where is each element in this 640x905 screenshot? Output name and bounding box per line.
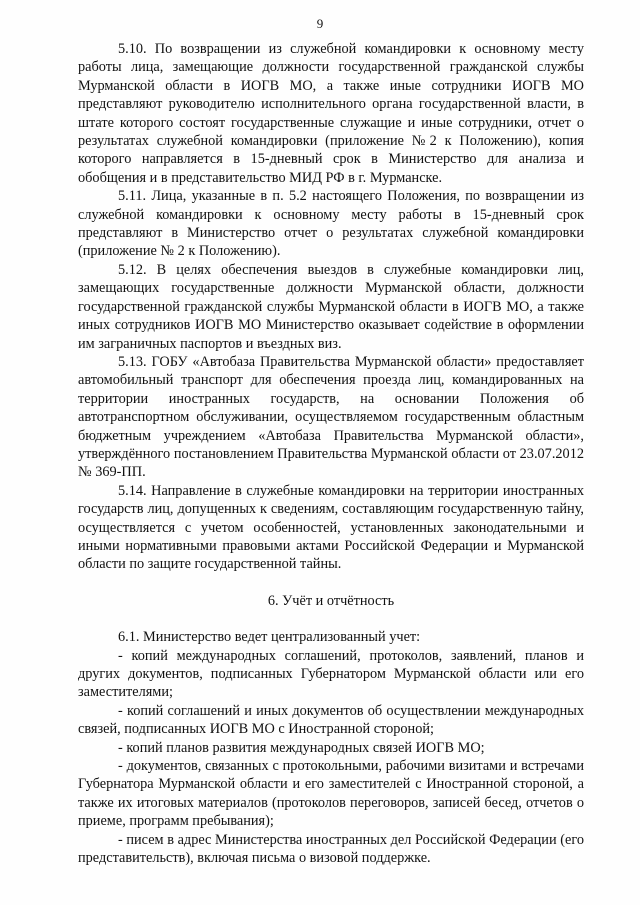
list-item-letters: - писем в адрес Министерства иностранных дел Российской Федерации (его представительств), включая письма о визовой поддержке. xyxy=(78,831,584,867)
paragraph-5-14: 5.14. Направление в служебные командировки на территории иностранных государств лиц, допущенных к сведениям, составляющим государственную тайну, осуществляется с учетом особенностей, установленных законодательными и иными нормативными правовыми актами Российской Федерации и Мурманской области по защите государственной тайны. xyxy=(78,482,584,573)
paragraph-5-13: 5.13. ГОБУ «Автобаза Правительства Мурманской области» предоставляет автомобильный транспорт для обеспечения проезда лиц, командированных на территории иностранных государств, на основании Положения об автотранспортном обслуживании, осуществляемом государственным областным бюджетным учреждением «Автобаза Правительства Мурманской области», утверждённого постановлением Правительства Мурманской области от 23.07.2012 № 369-ПП. xyxy=(78,353,584,481)
document-body xyxy=(78,40,584,867)
section-title: 6. Учёт и отчётность xyxy=(267,592,395,609)
paragraph-5-12: 5.12. В целях обеспечения выездов в служебные командировки лиц, замещающих государственные должности Мурманской области, должности государственной гражданской службы Мурманской области в ИОГВ МО, а также иных сотрудников ИОГВ МО Министерство оказывает содействие в оформлении им заграничных паспортов и въездных виз. xyxy=(78,261,584,352)
paragraph-5-11: 5.11. Лица, указанные в п. 5.2 настоящего Положения, по возвращении из служебной командировки к основному месту работы в 15-дневный срок представляют в Министерство отчет о результатах служебной командировки (приложение № 2 к Положению). xyxy=(78,188,584,260)
paragraph-5-10: 5.10. По возвращении из служебной командировки к основному месту работы лица, замещающие должности государственной гражданской службы Мурманской области в ИОГВ МО, а также иные сотрудники ИОГВ МО представляют руководителю исполнительного органа государственной власти, в штате которого состоят государственные служащие и иные сотрудники, отчет о результатах служебной командировки (приложение №2 к Положению), копия которого направляется в 15-дневный срок в Министерство для анализа и обобщения и в представительство МИД РФ в г. Мурманске. xyxy=(78,41,584,186)
page-number: 9 xyxy=(316,16,324,31)
list-item-plans: - копий планов развития международных связей ИОГВ МО; xyxy=(118,739,485,756)
list-item-agreements: - копий международных соглашений, протоколов, заявлений, планов и других документов, подписанных Губернатором Мурманской области или его заместителями; xyxy=(78,647,584,701)
list-item-visits: - документов, связанных с протокольными, рабочими визитами и встречами Губернатора Мурманской области и его заместителей с Иностранной стороной, а также их итоговых материалов (протоколов переговоров, записей бесед, отчетов о приеме, программ пребывания); xyxy=(78,758,584,830)
list-item-documents: - копий соглашений и иных документов об осуществлении международных связей, подписанных ИОГВ МО с Иностранной стороной; xyxy=(78,702,584,738)
paragraph-6-1: 6.1. Министерство ведет централизованный учет: xyxy=(118,629,421,646)
